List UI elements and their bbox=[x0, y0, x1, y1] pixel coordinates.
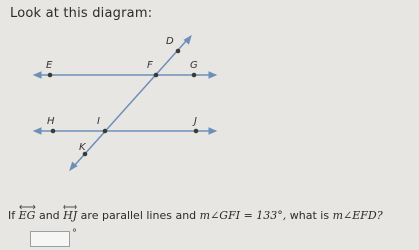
point-f bbox=[154, 73, 159, 78]
label-e: E bbox=[46, 60, 53, 71]
line-hj bbox=[34, 128, 216, 134]
double-arrow-icon bbox=[63, 204, 77, 210]
label-i: I bbox=[97, 116, 100, 127]
transversal-line bbox=[70, 36, 191, 170]
point-j bbox=[194, 129, 199, 134]
line-eg-notation bbox=[19, 206, 36, 222]
point-e bbox=[48, 73, 53, 78]
question-ask: what is bbox=[289, 209, 330, 222]
label-k: K bbox=[79, 142, 86, 153]
question-middle: are parallel lines and bbox=[80, 209, 197, 222]
question-text bbox=[8, 206, 383, 222]
label-f: F bbox=[147, 60, 153, 71]
line-hj-name: HJ bbox=[63, 209, 78, 222]
line-eg-name: EG bbox=[18, 209, 36, 222]
label-d: D bbox=[166, 36, 174, 47]
given-angle: m∠GFI = 133°, bbox=[199, 209, 287, 222]
point-g bbox=[192, 73, 197, 78]
target-angle: m∠EFD? bbox=[332, 209, 383, 222]
line-hj-notation bbox=[63, 206, 77, 222]
instruction-heading: Look at this diagram: bbox=[10, 6, 153, 21]
double-arrow-icon bbox=[19, 204, 36, 210]
degree-unit: ° bbox=[72, 228, 77, 239]
question-prefix: If bbox=[8, 209, 16, 222]
point-i bbox=[103, 129, 108, 134]
answer-row bbox=[30, 228, 77, 247]
point-h bbox=[51, 129, 56, 134]
label-j: J bbox=[194, 116, 197, 127]
answer-input[interactable] bbox=[30, 231, 70, 247]
points bbox=[48, 49, 199, 157]
question-and: and bbox=[38, 209, 60, 222]
label-h: H bbox=[47, 116, 55, 127]
point-d bbox=[176, 49, 181, 54]
line-eg bbox=[34, 72, 216, 78]
label-g: G bbox=[190, 60, 198, 71]
